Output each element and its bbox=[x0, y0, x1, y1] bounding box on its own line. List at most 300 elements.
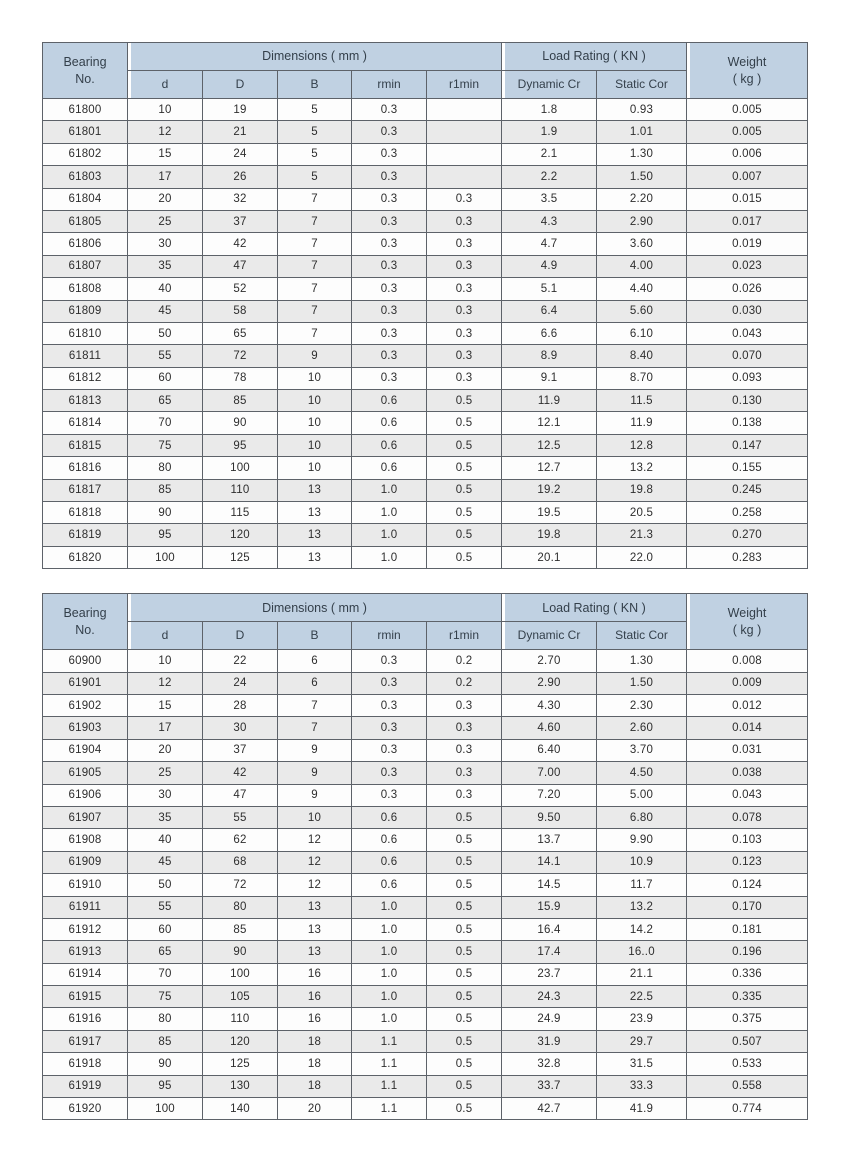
cell-bore-d: 85 bbox=[128, 479, 203, 501]
cell-dynamic-cr: 14.1 bbox=[502, 851, 597, 873]
cell-dynamic-cr: 7.00 bbox=[502, 762, 597, 784]
cell-static-cor: 29.7 bbox=[597, 1030, 687, 1052]
cell-bearing-no: 61906 bbox=[43, 784, 128, 806]
cell-outer-d: 22 bbox=[203, 650, 278, 672]
cell-dynamic-cr: 4.60 bbox=[502, 717, 597, 739]
cell-dynamic-cr: 2.2 bbox=[502, 166, 597, 188]
cell-weight: 0.031 bbox=[687, 739, 808, 761]
cell-static-cor: 10.9 bbox=[597, 851, 687, 873]
cell-rmin: 0.3 bbox=[352, 300, 427, 322]
cell-rmin: 0.6 bbox=[352, 457, 427, 479]
cell-bearing-no: 61817 bbox=[43, 479, 128, 501]
cell-r1min: 0.5 bbox=[427, 1008, 502, 1030]
cell-outer-d: 85 bbox=[203, 390, 278, 412]
cell-bearing-no: 61907 bbox=[43, 806, 128, 828]
table-row bbox=[43, 99, 808, 121]
cell-rmin: 1.1 bbox=[352, 1030, 427, 1052]
bearing-table-61900-series bbox=[42, 593, 808, 1120]
cell-bearing-no: 61815 bbox=[43, 434, 128, 456]
cell-weight: 0.014 bbox=[687, 717, 808, 739]
cell-rmin: 0.3 bbox=[352, 210, 427, 232]
cell-width-b: 16 bbox=[278, 986, 352, 1008]
cell-dynamic-cr: 19.2 bbox=[502, 479, 597, 501]
cell-outer-d: 80 bbox=[203, 896, 278, 918]
header-bearing-no bbox=[43, 594, 128, 650]
cell-weight: 0.258 bbox=[687, 502, 808, 524]
header-weight-line2: ( kg ) bbox=[732, 71, 762, 86]
cell-rmin: 0.3 bbox=[352, 166, 427, 188]
cell-bearing-no: 61908 bbox=[43, 829, 128, 851]
cell-outer-d: 28 bbox=[203, 694, 278, 716]
cell-width-b: 7 bbox=[278, 322, 352, 344]
header-bearing-line2: No. bbox=[75, 71, 95, 86]
cell-dynamic-cr: 9.50 bbox=[502, 806, 597, 828]
table-row bbox=[43, 524, 808, 546]
subheader-outer-d: D bbox=[203, 622, 278, 650]
cell-width-b: 5 bbox=[278, 121, 352, 143]
cell-width-b: 5 bbox=[278, 143, 352, 165]
cell-outer-d: 110 bbox=[203, 1008, 278, 1030]
cell-rmin: 1.0 bbox=[352, 986, 427, 1008]
cell-r1min: 0.3 bbox=[427, 322, 502, 344]
cell-outer-d: 47 bbox=[203, 255, 278, 277]
cell-static-cor: 0.93 bbox=[597, 99, 687, 121]
cell-r1min: 0.5 bbox=[427, 941, 502, 963]
cell-weight: 0.123 bbox=[687, 851, 808, 873]
cell-width-b: 6 bbox=[278, 650, 352, 672]
cell-bearing-no: 61814 bbox=[43, 412, 128, 434]
cell-static-cor: 1.30 bbox=[597, 650, 687, 672]
cell-static-cor: 8.40 bbox=[597, 345, 687, 367]
cell-dynamic-cr: 4.30 bbox=[502, 694, 597, 716]
cell-width-b: 10 bbox=[278, 434, 352, 456]
cell-bearing-no: 61805 bbox=[43, 210, 128, 232]
cell-width-b: 5 bbox=[278, 99, 352, 121]
cell-width-b: 7 bbox=[278, 233, 352, 255]
cell-bearing-no: 61904 bbox=[43, 739, 128, 761]
cell-bearing-no: 61913 bbox=[43, 941, 128, 963]
cell-r1min: 0.3 bbox=[427, 278, 502, 300]
cell-r1min: 0.3 bbox=[427, 300, 502, 322]
cell-bore-d: 75 bbox=[128, 986, 203, 1008]
table-row bbox=[43, 166, 808, 188]
cell-weight: 0.023 bbox=[687, 255, 808, 277]
cell-rmin: 1.0 bbox=[352, 963, 427, 985]
subheader-bore-d: d bbox=[128, 622, 203, 650]
cell-outer-d: 120 bbox=[203, 1030, 278, 1052]
cell-dynamic-cr: 3.5 bbox=[502, 188, 597, 210]
cell-bearing-no: 61820 bbox=[43, 546, 128, 568]
cell-rmin: 0.3 bbox=[352, 233, 427, 255]
cell-width-b: 9 bbox=[278, 739, 352, 761]
header-bearing-no bbox=[43, 43, 128, 99]
subheader-bore-d: d bbox=[128, 71, 203, 99]
cell-outer-d: 90 bbox=[203, 412, 278, 434]
cell-bearing-no: 61920 bbox=[43, 1098, 128, 1120]
cell-rmin: 0.3 bbox=[352, 717, 427, 739]
cell-dynamic-cr: 23.7 bbox=[502, 963, 597, 985]
cell-bore-d: 35 bbox=[128, 255, 203, 277]
cell-bore-d: 50 bbox=[128, 874, 203, 896]
cell-dynamic-cr: 15.9 bbox=[502, 896, 597, 918]
cell-weight: 0.007 bbox=[687, 166, 808, 188]
cell-weight: 0.270 bbox=[687, 524, 808, 546]
cell-bearing-no: 61803 bbox=[43, 166, 128, 188]
cell-rmin: 0.3 bbox=[352, 188, 427, 210]
cell-weight: 0.245 bbox=[687, 479, 808, 501]
cell-bore-d: 10 bbox=[128, 99, 203, 121]
cell-dynamic-cr: 9.1 bbox=[502, 367, 597, 389]
cell-rmin: 0.3 bbox=[352, 121, 427, 143]
cell-outer-d: 37 bbox=[203, 210, 278, 232]
cell-r1min: 0.3 bbox=[427, 784, 502, 806]
cell-weight: 0.017 bbox=[687, 210, 808, 232]
cell-bore-d: 25 bbox=[128, 210, 203, 232]
table-row bbox=[43, 502, 808, 524]
table-row bbox=[43, 1053, 808, 1075]
cell-static-cor: 6.10 bbox=[597, 322, 687, 344]
table-row bbox=[43, 918, 808, 940]
cell-rmin: 1.0 bbox=[352, 502, 427, 524]
cell-bore-d: 75 bbox=[128, 434, 203, 456]
cell-weight: 0.147 bbox=[687, 434, 808, 456]
cell-outer-d: 52 bbox=[203, 278, 278, 300]
table-row bbox=[43, 367, 808, 389]
cell-rmin: 0.6 bbox=[352, 390, 427, 412]
header-load-rating: Load Rating ( KN ) bbox=[502, 594, 687, 622]
table-body bbox=[43, 99, 808, 569]
table-row bbox=[43, 672, 808, 694]
cell-static-cor: 2.30 bbox=[597, 694, 687, 716]
cell-outer-d: 120 bbox=[203, 524, 278, 546]
header-weight-line1: Weight bbox=[727, 55, 767, 70]
cell-width-b: 10 bbox=[278, 367, 352, 389]
cell-bore-d: 30 bbox=[128, 784, 203, 806]
cell-outer-d: 21 bbox=[203, 121, 278, 143]
cell-rmin: 0.3 bbox=[352, 278, 427, 300]
table-row bbox=[43, 390, 808, 412]
table-row bbox=[43, 434, 808, 456]
cell-r1min: 0.5 bbox=[427, 1053, 502, 1075]
cell-r1min: 0.5 bbox=[427, 896, 502, 918]
cell-r1min: 0.3 bbox=[427, 367, 502, 389]
cell-r1min: 0.5 bbox=[427, 806, 502, 828]
cell-static-cor: 5.00 bbox=[597, 784, 687, 806]
cell-dynamic-cr: 4.9 bbox=[502, 255, 597, 277]
cell-r1min: 0.5 bbox=[427, 412, 502, 434]
cell-dynamic-cr: 16.4 bbox=[502, 918, 597, 940]
cell-width-b: 13 bbox=[278, 546, 352, 568]
cell-weight: 0.006 bbox=[687, 143, 808, 165]
table-row bbox=[43, 188, 808, 210]
cell-dynamic-cr: 19.8 bbox=[502, 524, 597, 546]
cell-bearing-no: 61809 bbox=[43, 300, 128, 322]
cell-width-b: 12 bbox=[278, 874, 352, 896]
cell-static-cor: 1.50 bbox=[597, 672, 687, 694]
cell-weight: 0.181 bbox=[687, 918, 808, 940]
cell-outer-d: 24 bbox=[203, 672, 278, 694]
cell-outer-d: 62 bbox=[203, 829, 278, 851]
table-row bbox=[43, 278, 808, 300]
cell-outer-d: 72 bbox=[203, 345, 278, 367]
cell-dynamic-cr: 4.7 bbox=[502, 233, 597, 255]
cell-r1min: 0.5 bbox=[427, 1030, 502, 1052]
cell-width-b: 18 bbox=[278, 1075, 352, 1097]
cell-dynamic-cr: 5.1 bbox=[502, 278, 597, 300]
cell-static-cor: 16..0 bbox=[597, 941, 687, 963]
cell-dynamic-cr: 8.9 bbox=[502, 345, 597, 367]
cell-dynamic-cr: 17.4 bbox=[502, 941, 597, 963]
cell-weight: 0.008 bbox=[687, 650, 808, 672]
cell-outer-d: 105 bbox=[203, 986, 278, 1008]
cell-r1min: 0.2 bbox=[427, 650, 502, 672]
cell-width-b: 6 bbox=[278, 672, 352, 694]
cell-outer-d: 24 bbox=[203, 143, 278, 165]
cell-outer-d: 55 bbox=[203, 806, 278, 828]
cell-outer-d: 65 bbox=[203, 322, 278, 344]
cell-bore-d: 100 bbox=[128, 546, 203, 568]
cell-width-b: 7 bbox=[278, 188, 352, 210]
cell-weight: 0.015 bbox=[687, 188, 808, 210]
cell-rmin: 0.3 bbox=[352, 345, 427, 367]
cell-outer-d: 37 bbox=[203, 739, 278, 761]
cell-r1min: 0.3 bbox=[427, 345, 502, 367]
cell-r1min: 0.5 bbox=[427, 524, 502, 546]
cell-outer-d: 115 bbox=[203, 502, 278, 524]
header-load-rating: Load Rating ( KN ) bbox=[502, 43, 687, 71]
cell-r1min: 0.3 bbox=[427, 717, 502, 739]
cell-width-b: 20 bbox=[278, 1098, 352, 1120]
cell-dynamic-cr: 7.20 bbox=[502, 784, 597, 806]
cell-static-cor: 14.2 bbox=[597, 918, 687, 940]
cell-rmin: 0.3 bbox=[352, 143, 427, 165]
cell-static-cor: 1.30 bbox=[597, 143, 687, 165]
cell-width-b: 16 bbox=[278, 1008, 352, 1030]
cell-static-cor: 23.9 bbox=[597, 1008, 687, 1030]
subheader-width-b: B bbox=[278, 622, 352, 650]
cell-outer-d: 26 bbox=[203, 166, 278, 188]
cell-rmin: 0.6 bbox=[352, 412, 427, 434]
cell-r1min: 0.3 bbox=[427, 694, 502, 716]
cell-rmin: 1.0 bbox=[352, 918, 427, 940]
cell-bore-d: 30 bbox=[128, 233, 203, 255]
header-bearing-line2: No. bbox=[75, 622, 95, 637]
table-row bbox=[43, 986, 808, 1008]
cell-width-b: 10 bbox=[278, 390, 352, 412]
cell-bearing-no: 61910 bbox=[43, 874, 128, 896]
cell-outer-d: 110 bbox=[203, 479, 278, 501]
header-weight bbox=[687, 43, 808, 99]
cell-dynamic-cr: 2.90 bbox=[502, 672, 597, 694]
cell-width-b: 7 bbox=[278, 278, 352, 300]
cell-bore-d: 85 bbox=[128, 1030, 203, 1052]
cell-bearing-no: 61909 bbox=[43, 851, 128, 873]
cell-rmin: 0.6 bbox=[352, 829, 427, 851]
cell-r1min: 0.5 bbox=[427, 457, 502, 479]
cell-weight: 0.078 bbox=[687, 806, 808, 828]
header-bearing-line1: Bearing bbox=[63, 55, 107, 70]
cell-static-cor: 4.00 bbox=[597, 255, 687, 277]
cell-bearing-no: 61807 bbox=[43, 255, 128, 277]
cell-weight: 0.375 bbox=[687, 1008, 808, 1030]
cell-r1min: 0.5 bbox=[427, 502, 502, 524]
cell-static-cor: 31.5 bbox=[597, 1053, 687, 1075]
cell-bore-d: 20 bbox=[128, 739, 203, 761]
subheader-r1min: r1min bbox=[427, 622, 502, 650]
cell-dynamic-cr: 12.7 bbox=[502, 457, 597, 479]
table-row bbox=[43, 829, 808, 851]
cell-weight: 0.043 bbox=[687, 784, 808, 806]
cell-bearing-no: 61903 bbox=[43, 717, 128, 739]
cell-outer-d: 58 bbox=[203, 300, 278, 322]
cell-weight: 0.138 bbox=[687, 412, 808, 434]
cell-bearing-no: 61819 bbox=[43, 524, 128, 546]
cell-outer-d: 72 bbox=[203, 874, 278, 896]
cell-bore-d: 60 bbox=[128, 367, 203, 389]
cell-rmin: 0.3 bbox=[352, 367, 427, 389]
cell-bore-d: 17 bbox=[128, 717, 203, 739]
cell-dynamic-cr: 1.9 bbox=[502, 121, 597, 143]
table-row bbox=[43, 143, 808, 165]
cell-width-b: 18 bbox=[278, 1030, 352, 1052]
cell-width-b: 9 bbox=[278, 345, 352, 367]
cell-outer-d: 95 bbox=[203, 434, 278, 456]
cell-bearing-no: 61918 bbox=[43, 1053, 128, 1075]
cell-bearing-no: 61808 bbox=[43, 278, 128, 300]
cell-r1min: 0.2 bbox=[427, 672, 502, 694]
cell-bearing-no: 61917 bbox=[43, 1030, 128, 1052]
cell-dynamic-cr: 11.9 bbox=[502, 390, 597, 412]
cell-r1min: 0.5 bbox=[427, 918, 502, 940]
cell-static-cor: 4.40 bbox=[597, 278, 687, 300]
cell-r1min: 0.5 bbox=[427, 963, 502, 985]
cell-bore-d: 40 bbox=[128, 278, 203, 300]
cell-bearing-no: 61800 bbox=[43, 99, 128, 121]
cell-static-cor: 4.50 bbox=[597, 762, 687, 784]
table-row bbox=[43, 1075, 808, 1097]
cell-r1min: 0.5 bbox=[427, 986, 502, 1008]
cell-static-cor: 12.8 bbox=[597, 434, 687, 456]
cell-bore-d: 20 bbox=[128, 188, 203, 210]
cell-bearing-no: 61912 bbox=[43, 918, 128, 940]
cell-weight: 0.336 bbox=[687, 963, 808, 985]
cell-dynamic-cr: 24.9 bbox=[502, 1008, 597, 1030]
cell-r1min bbox=[427, 121, 502, 143]
cell-outer-d: 90 bbox=[203, 941, 278, 963]
cell-width-b: 10 bbox=[278, 806, 352, 828]
cell-weight: 0.155 bbox=[687, 457, 808, 479]
table-row bbox=[43, 300, 808, 322]
cell-static-cor: 11.7 bbox=[597, 874, 687, 896]
cell-dynamic-cr: 13.7 bbox=[502, 829, 597, 851]
cell-bore-d: 15 bbox=[128, 694, 203, 716]
subheader-rmin: rmin bbox=[352, 71, 427, 99]
cell-bearing-no: 61802 bbox=[43, 143, 128, 165]
cell-static-cor: 1.50 bbox=[597, 166, 687, 188]
cell-weight: 0.196 bbox=[687, 941, 808, 963]
cell-r1min: 0.3 bbox=[427, 739, 502, 761]
cell-bore-d: 17 bbox=[128, 166, 203, 188]
cell-bore-d: 35 bbox=[128, 806, 203, 828]
table-row bbox=[43, 874, 808, 896]
cell-bore-d: 55 bbox=[128, 896, 203, 918]
table-row bbox=[43, 963, 808, 985]
cell-rmin: 0.3 bbox=[352, 784, 427, 806]
cell-outer-d: 47 bbox=[203, 784, 278, 806]
table-header bbox=[43, 43, 808, 99]
cell-width-b: 10 bbox=[278, 412, 352, 434]
cell-dynamic-cr: 6.40 bbox=[502, 739, 597, 761]
cell-rmin: 0.6 bbox=[352, 874, 427, 896]
cell-dynamic-cr: 6.6 bbox=[502, 322, 597, 344]
cell-weight: 0.283 bbox=[687, 546, 808, 568]
cell-rmin: 1.1 bbox=[352, 1075, 427, 1097]
cell-outer-d: 85 bbox=[203, 918, 278, 940]
table-row bbox=[43, 255, 808, 277]
table-row bbox=[43, 322, 808, 344]
cell-dynamic-cr: 1.8 bbox=[502, 99, 597, 121]
cell-static-cor: 20.5 bbox=[597, 502, 687, 524]
cell-static-cor: 2.60 bbox=[597, 717, 687, 739]
cell-bore-d: 50 bbox=[128, 322, 203, 344]
cell-bore-d: 10 bbox=[128, 650, 203, 672]
cell-weight: 0.093 bbox=[687, 367, 808, 389]
cell-width-b: 9 bbox=[278, 762, 352, 784]
cell-dynamic-cr: 32.8 bbox=[502, 1053, 597, 1075]
cell-bore-d: 80 bbox=[128, 457, 203, 479]
cell-weight: 0.012 bbox=[687, 694, 808, 716]
cell-r1min: 0.5 bbox=[427, 829, 502, 851]
subheader-static-cor: Static Cor bbox=[597, 622, 687, 650]
cell-bore-d: 15 bbox=[128, 143, 203, 165]
cell-bearing-no: 61911 bbox=[43, 896, 128, 918]
cell-rmin: 1.0 bbox=[352, 941, 427, 963]
table-row bbox=[43, 457, 808, 479]
cell-width-b: 13 bbox=[278, 896, 352, 918]
cell-bearing-no: 61816 bbox=[43, 457, 128, 479]
cell-bore-d: 12 bbox=[128, 121, 203, 143]
cell-bearing-no: 61905 bbox=[43, 762, 128, 784]
cell-static-cor: 3.70 bbox=[597, 739, 687, 761]
cell-rmin: 0.3 bbox=[352, 762, 427, 784]
cell-dynamic-cr: 4.3 bbox=[502, 210, 597, 232]
cell-bearing-no: 61818 bbox=[43, 502, 128, 524]
cell-bearing-no: 61914 bbox=[43, 963, 128, 985]
cell-rmin: 1.0 bbox=[352, 1008, 427, 1030]
cell-outer-d: 19 bbox=[203, 99, 278, 121]
cell-static-cor: 41.9 bbox=[597, 1098, 687, 1120]
cell-weight: 0.030 bbox=[687, 300, 808, 322]
cell-weight: 0.005 bbox=[687, 121, 808, 143]
cell-bore-d: 70 bbox=[128, 412, 203, 434]
cell-static-cor: 11.9 bbox=[597, 412, 687, 434]
cell-r1min: 0.5 bbox=[427, 546, 502, 568]
cell-dynamic-cr: 6.4 bbox=[502, 300, 597, 322]
cell-bore-d: 12 bbox=[128, 672, 203, 694]
cell-outer-d: 30 bbox=[203, 717, 278, 739]
cell-weight: 0.103 bbox=[687, 829, 808, 851]
cell-rmin: 0.3 bbox=[352, 739, 427, 761]
table-row bbox=[43, 941, 808, 963]
cell-r1min: 0.3 bbox=[427, 188, 502, 210]
table-row bbox=[43, 694, 808, 716]
cell-r1min: 0.5 bbox=[427, 479, 502, 501]
table-row bbox=[43, 896, 808, 918]
cell-bearing-no: 61901 bbox=[43, 672, 128, 694]
cell-bearing-no: 61806 bbox=[43, 233, 128, 255]
cell-bore-d: 70 bbox=[128, 963, 203, 985]
cell-r1min: 0.5 bbox=[427, 1098, 502, 1120]
